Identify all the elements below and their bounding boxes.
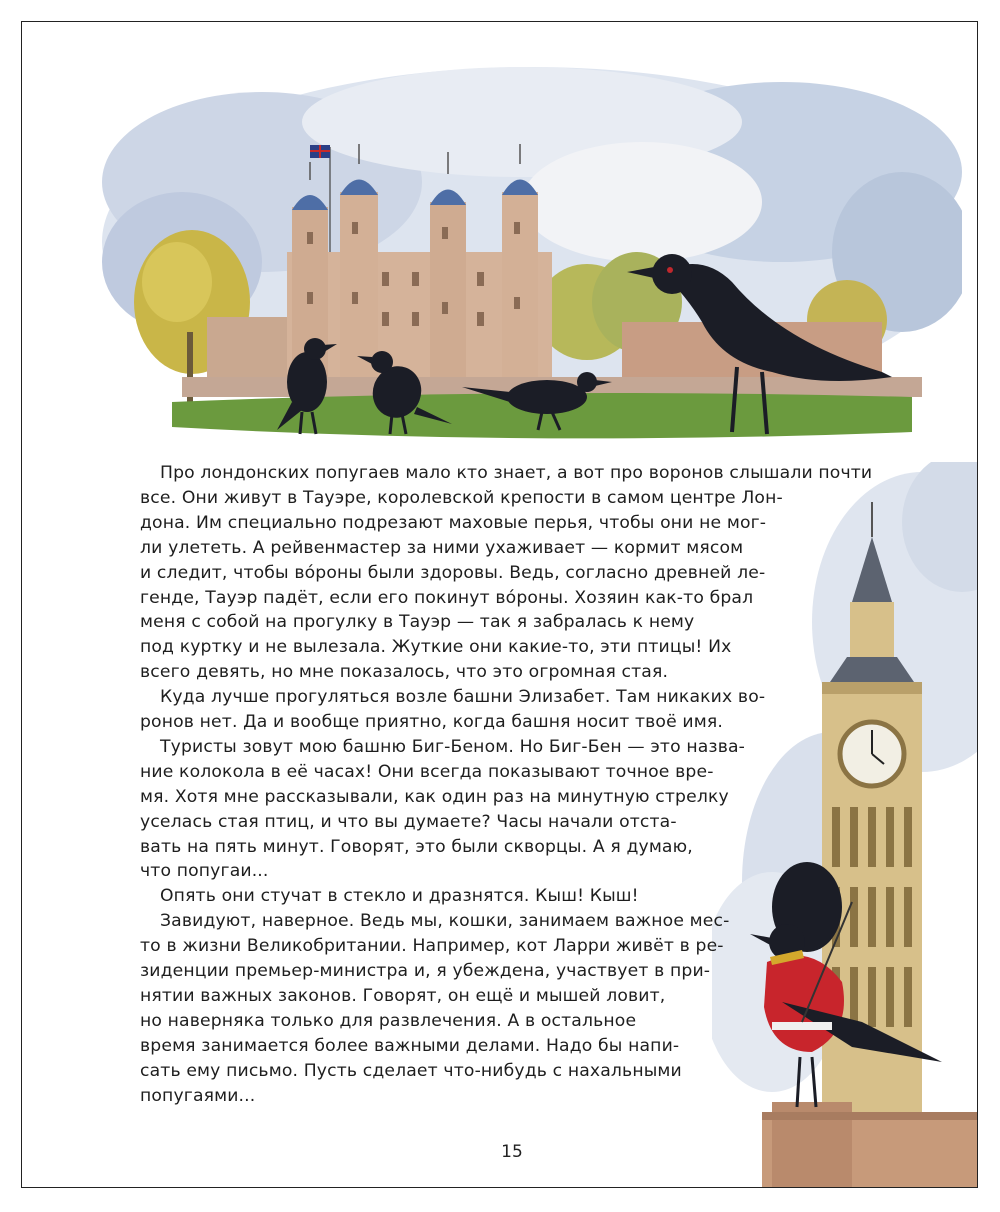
text-line: сать ему письмо. Пусть сделает что-нибудь с нахальными <box>140 1060 682 1081</box>
text-line: меня с собой на прогулку в Тауэр — так я забралась к нему <box>140 612 695 633</box>
text-line: Про лондонских попугаев мало кто знает, а вот про воронов слышали почти <box>160 463 873 483</box>
text-line: Куда лучше прогуляться возле башни Элизабет. Там никаких во- <box>160 687 766 708</box>
text-line: генде, Тауэр падёт, если его покинут вóроны. Хозяин как-то брал <box>140 587 754 608</box>
text-line: всего девять, но мне показалось, что это огромная стая. <box>140 662 669 683</box>
text-line: мя. Хотя мне рассказывали, как один раз на минутную стрелку <box>140 786 729 807</box>
text-line: Туристы зовут мою башню Биг-Беном. Но Биг-Бен — это назва- <box>160 736 746 757</box>
text-line: попугаями... <box>140 1085 256 1106</box>
text-line: но наверняка только для развлечения. А в остальное <box>140 1010 637 1031</box>
text-line: ронов нет. Да и вообще приятно, когда башня носит твоё имя. <box>140 712 723 732</box>
text-line: Завидуют, наверное. Ведь мы, кошки, занимаем важное мес- <box>160 911 730 932</box>
text-line: уселась стая птиц, и что вы думаете? Часы начали отста- <box>140 811 677 832</box>
text-line: Опять они стучат в стекло и дразнятся. Кыш! Кыш! <box>160 886 639 907</box>
text-line: под куртку и не вылезала. Жуткие они какие-то, эти птицы! Их <box>140 637 732 658</box>
text-line: и следит, чтобы вóроны были здоровы. Ведь, согласно древней ле- <box>140 562 766 583</box>
text-line: нятии важных законов. Говорят, он ещё и мышей ловит, <box>140 985 666 1006</box>
text-line: вать на пять минут. Говорят, это были скворцы. А я думаю, <box>140 836 693 857</box>
text-line: все. Они живут в Тауэре, королевской крепости в самом центре Лон- <box>140 487 783 508</box>
text-line: время занимается более важными делами. Надо бы напи- <box>140 1035 680 1056</box>
page-frame <box>21 21 978 1188</box>
tower-of-london-illustration <box>82 52 962 462</box>
text-line: ние колокола в её часах! Они всегда показывают точное вре- <box>140 761 714 782</box>
text-line: ли улететь. А рейвенмастер за ними ухаживает — кормит мясом <box>140 537 744 558</box>
page-number: 15 <box>501 1142 523 1162</box>
stone-ledge <box>762 1102 978 1188</box>
text-line: дона. Им специально подрезают маховые перья, чтобы они не мог- <box>140 512 767 533</box>
text-line: зиденции премьер-министра и, я убеждена, участвует в при- <box>140 961 711 981</box>
text-line: что попугаи... <box>140 861 269 882</box>
text-line: то в жизни Великобритании. Например, кот Ларри живёт в ре- <box>140 936 724 957</box>
